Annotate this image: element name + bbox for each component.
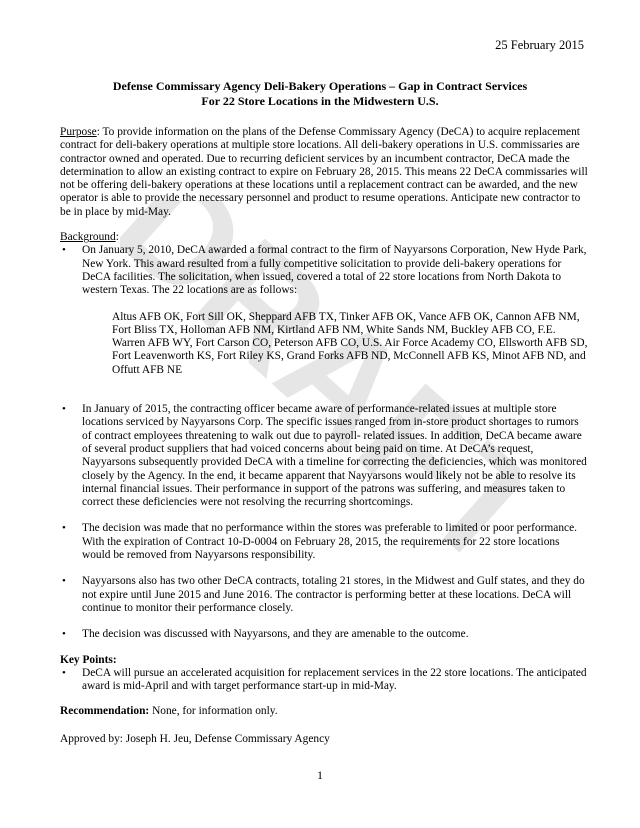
key-points-heading: Key Points:: [60, 653, 117, 666]
title-line-1: Defense Commissary Agency Deli-Bakery Operations – Gap in Contract Services: [112, 79, 528, 93]
background-heading: Background: [60, 231, 116, 244]
list-item: • In January of 2015, the contracting officer became aware of performance-related issues at multiple store locations serviced by Nayyarsons Corp. The specific issues ranged from in-store product shortages to rumors of contract employees threatening to walk out due to payroll- related issues. In addition, DeCA became aware of several product suppliers that had voiced concerns about being paid on time. At DeCA’s request, Nayyarsons subsequently provided DeCA with a timeline for correcting the deficiencies, which was monitored closely by the Agency. In the end, it became apparent that Nayyarsons would likely not be able to resolve its internal financial issues. Their performance in support of the patrons was suffering, and measures taken to correct these deficiencies were not resolving the recurring shortcomings.: [60, 403, 590, 509]
key-points-list: [60, 667, 590, 694]
list-item: • Nayyarsons also has two other DeCA contracts, totaling 21 stores, in the Midwest and Gulf states, and they do not expire until June 2015 and June 2016. The contractor is performing better at these locations. DeCA will continue to monitor their performance closely.: [60, 575, 590, 615]
purpose-paragraph: [60, 126, 590, 219]
document-date: 25 February 2015: [495, 38, 584, 52]
document-title: [60, 79, 580, 109]
document-body: [60, 126, 590, 746]
background-section: [60, 231, 590, 641]
background-bullet-1: On January 5, 2010, DeCA awarded a formal contract to the firm of Nayyarsons Corporation, New Hyde Park, New York. This award resulted from a fully competitive solicitation to provide deli-bakery operations for DeCA facilities. The solicitation, when issued, covered a total of 22 store locations from North Dakota to western Texas. The 22 locations are as follows:: [82, 244, 587, 297]
background-heading-colon: :: [115, 231, 119, 244]
list-item: • DeCA will pursue an accelerated acquisition for replacement services in the 22 store locations. The anticipated award is mid-April and with target performance start-up in mid-May.: [60, 667, 590, 694]
store-locations: Altus AFB OK, Fort Sill OK, Sheppard AFB TX, Tinker AFB OK, Vance AFB OK, Cannon AFB NM, Fort Bliss TX, Holloman AFB NM, Kirtland AFB NM, White Sands NM, Buckley AFB CO, F.E. Warren AFB WY, Fort Carson CO, Peterson AFB CO, U.S. Air Force Academy CO, Ellsworth AFB SD, Fort Leavenworth KS, Fort Riley KS, Grand Forks AFB ND, McConnell AFB KS, Minot AFB ND, and Offutt AFB NE: [112, 310, 588, 376]
title-line-2: For 22 Store Locations in the Midwestern U.S.: [201, 94, 439, 108]
list-item: • The decision was discussed with Nayyarsons, and they are amenable to the outcome.: [60, 628, 590, 641]
purpose-text: : To provide information on the plans of the Defense Commissary Agency (DeCA) to acquire replacement contract for deli-bakery operations at multiple store locations. All deli-bakery operations in U.S. commissaries are contractor owned and operated. Due to recurring deficient services by an incumbent contractor, DeCA made the determination to allow an existing contract to expire on February 28, 2015. This means 22 DeCA commissaries will not be offering deli-bakery operations at these locations until a replacement contract can be awarded, and the new operator is able to provide the necessary personnel and product to resume operations. Anticipate new contractor to be in place by mid-May.: [60, 126, 588, 218]
recommendation-label: Recommendation:: [60, 705, 150, 718]
draft-watermark-text: DRAFT: [120, 200, 520, 560]
recommendation-text: None, for information only.: [149, 705, 278, 718]
approved-by: Approved by: Joseph H. Jeu, Defense Commissary Agency: [60, 732, 330, 745]
background-list: [60, 244, 590, 641]
page-number: 1: [317, 768, 323, 782]
list-item: [60, 244, 590, 377]
key-points-section: [60, 654, 590, 694]
purpose-heading: Purpose: [60, 126, 97, 138]
list-item: • The decision was made that no performance within the stores was preferable to limited or poor performance. With the expiration of Contract 10-D-0004 on February 28, 2015, the requirements for 22 store locations would be removed from Nayyarsons responsibility.: [60, 522, 590, 562]
recommendation: [60, 705, 590, 718]
